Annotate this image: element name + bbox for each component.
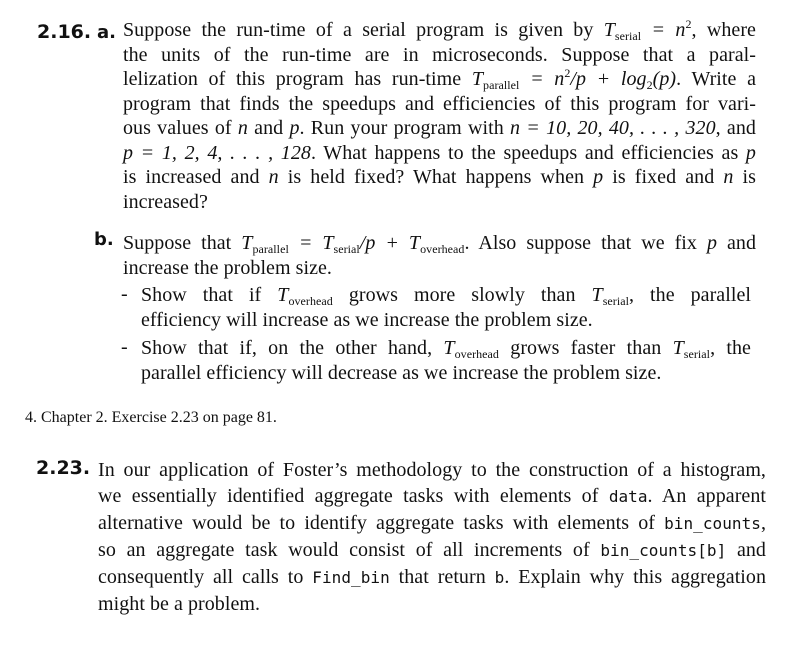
p223-line-6: might be a problem. bbox=[98, 593, 261, 615]
code-data: data bbox=[608, 487, 648, 506]
part-a-label: a. bbox=[97, 22, 116, 43]
part-a-line-6: p = 1, 2, 4, . . . , 128. What happens to the speedups and efficiencies as p bbox=[123, 141, 756, 164]
bullet-1: Show that if $T_{overhead}$ grows more slowly than $T_{serial}$, the parallel efficiency will increase as we increase the problem size. bbox=[141, 284, 751, 331]
part-b-text bbox=[123, 231, 756, 281]
problem-2-23-text bbox=[98, 457, 766, 617]
code-bin-counts-b: bin_counts[b] bbox=[600, 541, 727, 560]
p223-line-1: In our application of Foster’s methodology to the construction of a histogram, bbox=[98, 459, 766, 481]
problem-number-2-16: 2.16. bbox=[37, 21, 92, 43]
part-a-line-4: program that finds the speedups and efficiencies of this program for vari- bbox=[123, 92, 756, 115]
part-a-line-8: increased? bbox=[123, 190, 208, 213]
part-a-line-1: Suppose the run-time of a serial program is given by $T_{serial} = n^2$, where bbox=[123, 17, 756, 43]
p223-line-4: so an aggregate task would consist of all increments of bin_counts[b] and bbox=[98, 539, 766, 561]
part-a-line-3: lelization of this program has run-time $T_{parallel} = n^2/p + \log_2(p)$. Write a bbox=[123, 66, 757, 92]
p223-line-2: we essentially identified aggregate tasks with elements of data. An apparent bbox=[98, 485, 766, 507]
bullet-2: Show that if, on the other hand, $T_{overhead}$ grows faster than $T_{serial}$, the parallel efficiency will decrease as we increase the problem size. bbox=[141, 337, 751, 384]
bullet-2-marker: - bbox=[121, 336, 128, 358]
part-b-label: b. bbox=[94, 229, 114, 250]
code-bin-counts: bin_counts bbox=[664, 514, 761, 533]
part-b-line-2: increase the problem size. bbox=[123, 257, 332, 279]
part-a-line-5: ous values of n and p. Run your program with n = 10, 20, 40, . . . , 320, and bbox=[123, 117, 756, 139]
p223-line-5: consequently all calls to Find_bin that return b. Explain why this aggregation bbox=[98, 566, 767, 588]
part-a-line-2: the units of the run-time are in microseconds. Suppose that a paral- bbox=[123, 43, 756, 66]
part-a-text bbox=[123, 18, 756, 214]
part-b-line-1: Suppose that $T_{parallel} = T_{serial}/p + T_{overhead}$. Also suppose that we fix p and bbox=[123, 232, 756, 256]
code-b: b bbox=[494, 568, 505, 587]
assignment-note: 4. Chapter 2. Exercise 2.23 on page 81. bbox=[25, 409, 277, 426]
part-a-line-7: is increased and n is held fixed? What happens when p is fixed and n is bbox=[123, 166, 756, 188]
code-find-bin: Find_bin bbox=[312, 568, 390, 587]
bullet-1-marker: - bbox=[121, 283, 128, 305]
p223-line-3: alternative would be to identify aggregate tasks with elements of bin_counts, bbox=[98, 512, 766, 534]
problem-number-2-23: 2.23. bbox=[36, 457, 91, 479]
